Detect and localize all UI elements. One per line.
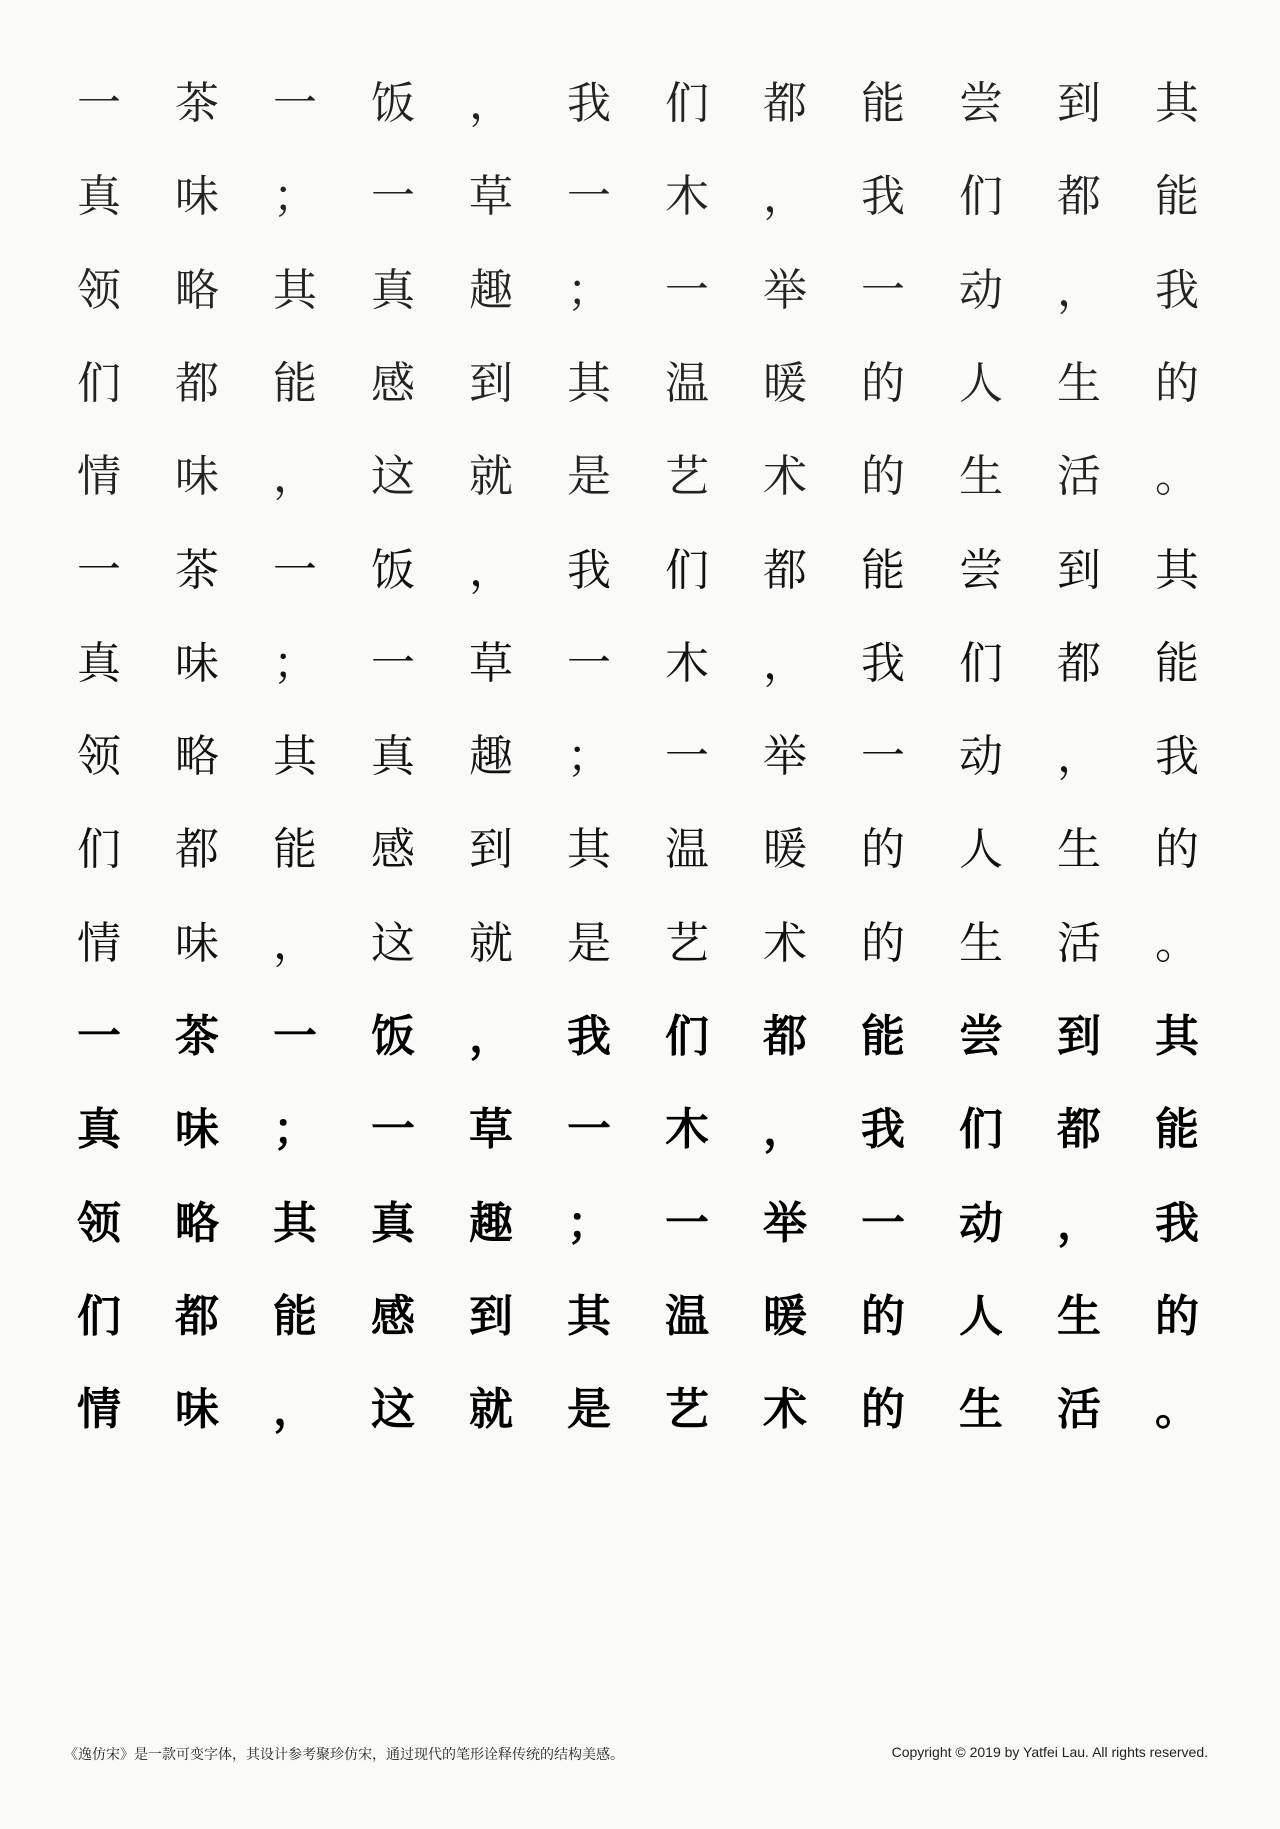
- glyph-cell: 们: [77, 824, 121, 876]
- font-description: 《逸仿宋》是一款可变字体，其设计参考聚珍仿宋，通过现代的笔形诠释传统的结构美感。: [64, 1746, 624, 1762]
- glyph-cell: 感: [371, 824, 415, 876]
- glyph-cell: 暖: [763, 1290, 807, 1342]
- glyph-cell: 略: [175, 264, 219, 316]
- glyph-cell: 茶: [175, 544, 219, 596]
- glyph-cell: 能: [861, 1011, 905, 1062]
- glyph-cell: 尝: [959, 544, 1003, 596]
- glyph-cell: 真: [77, 1104, 121, 1156]
- glyph-cell: 其: [1155, 544, 1199, 596]
- text-row: [0, 337, 1280, 430]
- glyph-cell: 到: [1057, 78, 1101, 129]
- glyph-cell: 术: [763, 1384, 807, 1436]
- glyph-cell: 活: [1057, 451, 1101, 503]
- glyph-cell: 到: [1057, 544, 1101, 596]
- glyph-cell: ；: [567, 264, 611, 316]
- glyph-cell: 都: [175, 1290, 219, 1342]
- glyph-cell: 温: [665, 357, 709, 409]
- glyph-cell: 情: [77, 1384, 121, 1436]
- glyph-cell: 生: [1057, 1290, 1101, 1342]
- glyph-cell: 的: [861, 357, 905, 409]
- glyph-cell: 人: [959, 1290, 1003, 1342]
- glyph-cell: 都: [763, 1011, 807, 1062]
- glyph-cell: 的: [861, 451, 905, 503]
- glyph-cell: 的: [861, 1290, 905, 1342]
- text-row: [0, 150, 1280, 243]
- glyph-cell: 一: [77, 1011, 121, 1062]
- glyph-cell: 茶: [175, 78, 219, 129]
- glyph-cell: 能: [1155, 1104, 1199, 1156]
- glyph-cell: 饭: [371, 1011, 415, 1062]
- glyph-cell: 味: [175, 1384, 219, 1436]
- glyph-cell: 生: [959, 1384, 1003, 1436]
- glyph-cell: 艺: [665, 451, 709, 503]
- glyph-cell: ；: [567, 1197, 611, 1249]
- glyph-cell: ，: [763, 171, 807, 223]
- text-row: [0, 710, 1280, 803]
- glyph-cell: 们: [959, 637, 1003, 689]
- glyph-cell: 一: [861, 264, 905, 316]
- glyph-cell: 味: [175, 171, 219, 223]
- glyph-cell: 们: [665, 1011, 709, 1062]
- glyph-cell: 真: [77, 637, 121, 689]
- glyph-cell: ，: [1057, 1197, 1101, 1249]
- glyph-cell: ，: [469, 78, 513, 129]
- glyph-cell: 情: [77, 451, 121, 503]
- glyph-cell: 我: [1155, 264, 1199, 316]
- glyph-cell: 略: [175, 1197, 219, 1249]
- glyph-cell: 动: [959, 1197, 1003, 1249]
- glyph-cell: 动: [959, 264, 1003, 316]
- glyph-cell: 木: [665, 637, 709, 689]
- glyph-cell: 其: [1155, 1011, 1199, 1062]
- glyph-cell: 领: [77, 1197, 121, 1249]
- glyph-cell: 其: [273, 1197, 317, 1249]
- glyph-cell: 人: [959, 824, 1003, 876]
- glyph-cell: 活: [1057, 917, 1101, 969]
- glyph-cell: 一: [371, 171, 415, 223]
- text-row: [0, 524, 1280, 617]
- glyph-cell: 趣: [469, 1197, 513, 1249]
- glyph-cell: 术: [763, 917, 807, 969]
- glyph-cell: ，: [763, 637, 807, 689]
- glyph-cell: 能: [1155, 171, 1199, 223]
- glyph-cell: 一: [371, 1104, 415, 1156]
- text-row: [0, 244, 1280, 337]
- glyph-cell: 略: [175, 731, 219, 783]
- glyph-cell: 一: [567, 171, 611, 223]
- glyph-cell: 都: [763, 544, 807, 596]
- glyph-cell: 味: [175, 637, 219, 689]
- glyph-cell: 能: [273, 1290, 317, 1342]
- glyph-cell: 一: [77, 78, 121, 129]
- glyph-cell: 领: [77, 264, 121, 316]
- glyph-cell: 艺: [665, 917, 709, 969]
- glyph-cell: 都: [175, 357, 219, 409]
- text-row: [0, 990, 1280, 1083]
- glyph-cell: 木: [665, 1104, 709, 1156]
- glyph-cell: 感: [371, 1290, 415, 1342]
- glyph-cell: 到: [469, 824, 513, 876]
- glyph-cell: 是: [567, 451, 611, 503]
- glyph-cell: 我: [1155, 1197, 1199, 1249]
- glyph-cell: 能: [273, 357, 317, 409]
- glyph-cell: 温: [665, 824, 709, 876]
- copyright-notice: Copyright © 2019 by Yatfei Lau. All rights reserved.: [891, 1744, 1208, 1760]
- glyph-cell: 们: [77, 357, 121, 409]
- glyph-cell: 们: [665, 78, 709, 129]
- glyph-cell: 。: [1155, 917, 1199, 969]
- glyph-cell: 一: [665, 1197, 709, 1249]
- glyph-cell: 趣: [469, 731, 513, 783]
- glyph-cell: 到: [1057, 1011, 1101, 1062]
- glyph-cell: 温: [665, 1290, 709, 1342]
- glyph-cell: ，: [469, 544, 513, 596]
- glyph-cell: 就: [469, 1384, 513, 1436]
- glyph-cell: ；: [273, 637, 317, 689]
- glyph-cell: 能: [273, 824, 317, 876]
- glyph-cell: ；: [273, 1104, 317, 1156]
- glyph-cell: 一: [567, 1104, 611, 1156]
- glyph-cell: 这: [371, 1384, 415, 1436]
- glyph-cell: ，: [469, 1011, 513, 1062]
- glyph-cell: 一: [371, 637, 415, 689]
- glyph-cell: 一: [861, 1197, 905, 1249]
- glyph-cell: 其: [273, 264, 317, 316]
- glyph-cell: 人: [959, 357, 1003, 409]
- glyph-cell: 们: [959, 1104, 1003, 1156]
- glyph-cell: 我: [861, 171, 905, 223]
- glyph-cell: 我: [1155, 731, 1199, 783]
- text-row: [0, 803, 1280, 896]
- glyph-cell: 都: [763, 78, 807, 129]
- glyph-cell: ，: [1057, 264, 1101, 316]
- glyph-cell: 味: [175, 917, 219, 969]
- glyph-cell: 草: [469, 171, 513, 223]
- text-row: [0, 617, 1280, 710]
- glyph-cell: 的: [1155, 1290, 1199, 1342]
- text-row: [0, 1177, 1280, 1270]
- glyph-cell: ；: [567, 731, 611, 783]
- glyph-cell: 一: [77, 544, 121, 596]
- glyph-cell: 举: [763, 731, 807, 783]
- glyph-cell: 领: [77, 731, 121, 783]
- glyph-cell: 真: [371, 731, 415, 783]
- glyph-cell: 我: [861, 1104, 905, 1156]
- glyph-cell: 一: [273, 1011, 317, 1062]
- glyph-cell: 尝: [959, 78, 1003, 129]
- text-row: [0, 57, 1280, 150]
- glyph-cell: ，: [1057, 731, 1101, 783]
- glyph-cell: ，: [763, 1104, 807, 1156]
- glyph-cell: 味: [175, 451, 219, 503]
- glyph-cell: 术: [763, 451, 807, 503]
- glyph-cell: 我: [861, 637, 905, 689]
- glyph-cell: 的: [1155, 824, 1199, 876]
- glyph-cell: 这: [371, 917, 415, 969]
- glyph-cell: 草: [469, 1104, 513, 1156]
- glyph-cell: 到: [469, 1290, 513, 1342]
- glyph-cell: 们: [665, 544, 709, 596]
- glyph-cell: 们: [959, 171, 1003, 223]
- text-row: [0, 1083, 1280, 1176]
- glyph-cell: 能: [1155, 637, 1199, 689]
- glyph-cell: 真: [371, 1197, 415, 1249]
- glyph-cell: 都: [1057, 637, 1101, 689]
- glyph-cell: 能: [861, 544, 905, 596]
- glyph-cell: 其: [1155, 78, 1199, 129]
- glyph-cell: 是: [567, 1384, 611, 1436]
- glyph-cell: 其: [567, 824, 611, 876]
- glyph-cell: 一: [665, 264, 709, 316]
- glyph-cell: 饭: [371, 544, 415, 596]
- glyph-cell: 一: [861, 731, 905, 783]
- glyph-cell: 就: [469, 917, 513, 969]
- glyph-cell: 。: [1155, 451, 1199, 503]
- glyph-cell: 生: [959, 917, 1003, 969]
- glyph-cell: 草: [469, 637, 513, 689]
- glyph-cell: 饭: [371, 78, 415, 129]
- glyph-cell: 就: [469, 451, 513, 503]
- glyph-cell: 们: [77, 1290, 121, 1342]
- glyph-cell: 都: [1057, 1104, 1101, 1156]
- glyph-cell: 其: [567, 1290, 611, 1342]
- glyph-cell: 真: [77, 171, 121, 223]
- glyph-cell: 其: [567, 357, 611, 409]
- glyph-cell: 趣: [469, 264, 513, 316]
- glyph-cell: 的: [861, 824, 905, 876]
- glyph-cell: 能: [861, 78, 905, 129]
- glyph-cell: 情: [77, 917, 121, 969]
- glyph-cell: 的: [861, 1384, 905, 1436]
- text-row: [0, 1363, 1280, 1456]
- glyph-cell: 木: [665, 171, 709, 223]
- glyph-cell: 暖: [763, 824, 807, 876]
- glyph-cell: 都: [1057, 171, 1101, 223]
- glyph-cell: 我: [567, 78, 611, 129]
- text-row: [0, 430, 1280, 523]
- glyph-cell: 茶: [175, 1011, 219, 1062]
- glyph-cell: 真: [371, 264, 415, 316]
- glyph-cell: 这: [371, 451, 415, 503]
- glyph-cell: ；: [273, 171, 317, 223]
- glyph-cell: 动: [959, 731, 1003, 783]
- glyph-cell: 感: [371, 357, 415, 409]
- glyph-cell: 艺: [665, 1384, 709, 1436]
- glyph-cell: 是: [567, 917, 611, 969]
- glyph-cell: 一: [665, 731, 709, 783]
- glyph-cell: 到: [469, 357, 513, 409]
- glyph-cell: ，: [273, 917, 317, 969]
- text-row: [0, 1270, 1280, 1363]
- glyph-cell: 举: [763, 1197, 807, 1249]
- glyph-cell: 活: [1057, 1384, 1101, 1436]
- glyph-cell: 的: [861, 917, 905, 969]
- glyph-cell: 尝: [959, 1011, 1003, 1062]
- glyph-cell: 都: [175, 824, 219, 876]
- glyph-cell: 一: [273, 544, 317, 596]
- glyph-cell: 。: [1155, 1384, 1199, 1436]
- glyph-cell: 其: [273, 731, 317, 783]
- glyph-cell: 生: [1057, 357, 1101, 409]
- glyph-cell: 生: [959, 451, 1003, 503]
- glyph-cell: 生: [1057, 824, 1101, 876]
- glyph-cell: 我: [567, 544, 611, 596]
- glyph-cell: ，: [273, 1384, 317, 1436]
- glyph-cell: ，: [273, 451, 317, 503]
- glyph-cell: 暖: [763, 357, 807, 409]
- glyph-cell: 我: [567, 1011, 611, 1062]
- glyph-cell: 的: [1155, 357, 1199, 409]
- glyph-cell: 味: [175, 1104, 219, 1156]
- glyph-cell: 举: [763, 264, 807, 316]
- glyph-cell: 一: [273, 78, 317, 129]
- text-row: [0, 897, 1280, 990]
- glyph-cell: 一: [567, 637, 611, 689]
